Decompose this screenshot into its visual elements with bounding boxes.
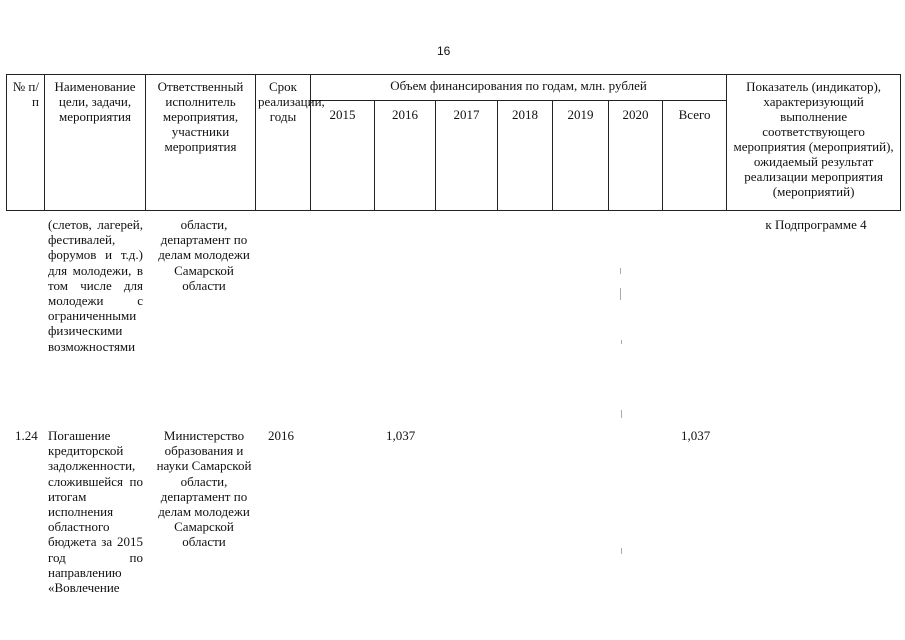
table-header [6,74,901,211]
header-year-2018: 2018 [498,101,553,211]
row2-value-total: 1,037 [681,428,711,443]
header-year-2017: 2017 [436,101,498,211]
row2-value-2016: 1,037 [386,428,416,443]
scan-speck [620,268,621,274]
scan-speck [620,288,621,300]
row1-executor: области, департамент по делам молодежи Самарской области [158,217,250,293]
row2-executor: Министерство образования и науки Самарской области, департамент по делам молодежи Самарской области [156,428,252,550]
header-col-executor: Ответственный исполнитель мероприятия, участники мероприятия [146,75,256,211]
row2-term: 2016 [268,428,294,443]
header-year-2020: 2020 [609,101,663,211]
header-year-2019: 2019 [553,101,609,211]
row2-number: 1.24 [15,428,38,443]
scan-speck [621,410,622,418]
header-col-no: № п/п [7,75,45,211]
scan-speck [621,340,622,344]
row1-indicator: к Подпрограмме 4 [765,217,867,232]
header-year-2015: 2015 [311,101,375,211]
header-col-indicator: Показатель (индикатор), характеризующий выполнение соответствующего мероприятия (мероприятий), ожидаемый результат реализации мероприятия (мероприятий) [727,75,901,211]
header-year-total: Всего [663,101,727,211]
header-year-2016: 2016 [375,101,436,211]
page-number: 16 [437,44,451,58]
header-col-term: Срок реализации, годы [256,75,311,211]
row1-name: (слетов, лагерей, фестивалей, форумов и т.д.) для молодежи, в том числе для молодежи с ограниченными физическими возможностями [48,217,143,354]
header-col-name: Наименование цели, задачи, мероприятия [45,75,146,211]
scan-speck [621,548,622,554]
header-col-financing: Объем финансирования по годам, млн. рублей [311,75,727,101]
row2-name: Погашение кредиторской задолженности, сложившейся по итогам исполнения областного бюджета за 2015 год по направлению «Вовлечение [48,428,143,596]
